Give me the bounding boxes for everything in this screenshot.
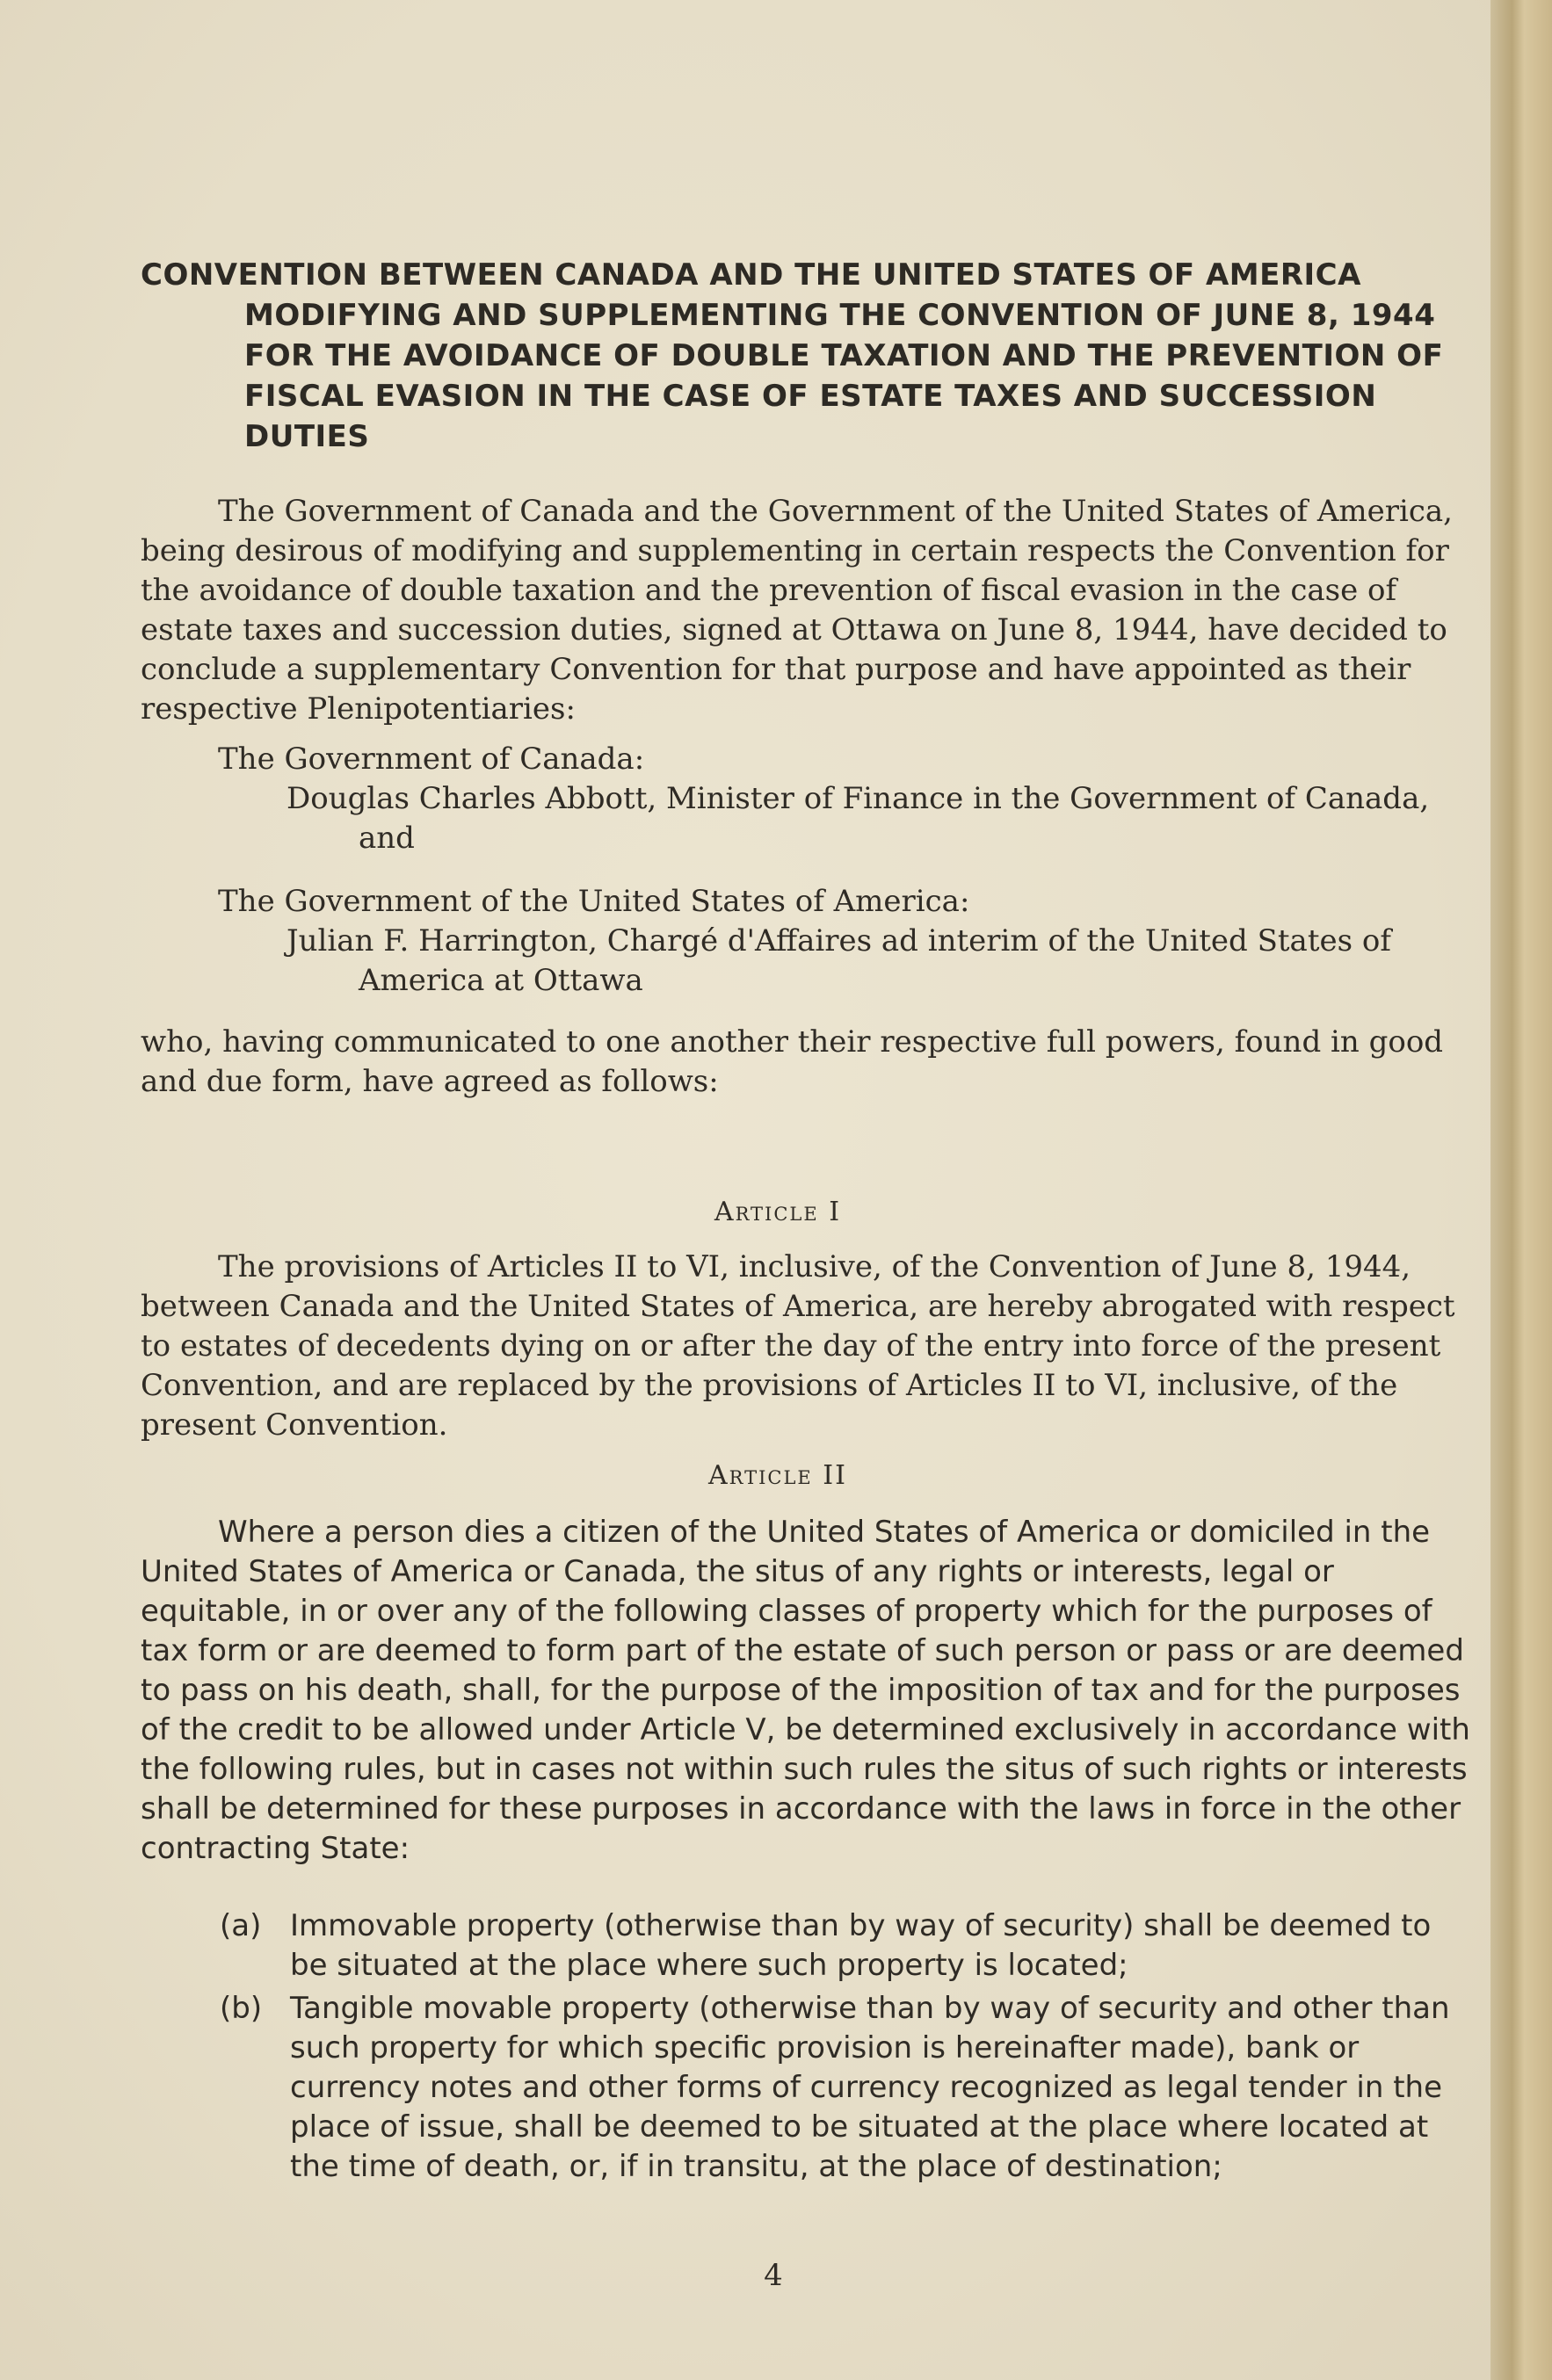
article-2-title: Article II: [708, 1460, 847, 1491]
convention-title: [141, 255, 1476, 457]
title-line-1: CONVENTION BETWEEN CANADA AND THE UNITED STATES OF AMERICA: [141, 257, 1361, 293]
book-binding-edge: [1490, 0, 1552, 2380]
party-canada: [141, 740, 1476, 858]
clause-b: [193, 1989, 1476, 2187]
preamble-paragraph: The Government of Canada and the Government of the United States of America, being desirous of modifying and supplementing in certain respects the Convention for the avoidance of double taxation and the prevention of fiscal evasion in the case of estate taxes and succession duties, signed at Ottawa on June 8, 1944, have decided to conclude a supplementary Convention for that purpose and have appointed as their respective Plenipotentiaries:: [141, 494, 1453, 727]
clause-b-marker: (b): [220, 1991, 263, 2026]
party-usa: [141, 882, 1476, 1001]
party-usa-plenipotentiary: Julian F. Harrington, Chargé d'Affaires ad interim of the United States of America at Ottawa: [286, 923, 1391, 998]
clause-a: [193, 1906, 1476, 1986]
agreement-paragraph: who, having communicated to one another their respective full powers, found in good and due form, have agreed as follows:: [141, 1024, 1444, 1099]
page-number: 4: [764, 2258, 783, 2293]
article-1-title: Article I: [714, 1197, 842, 1227]
article-2-text: Where a person dies a citizen of the United States of America or domiciled in the United States of America or Canada, the situs of any rights or interests, legal or equitable, in or over any of the following classes of property which for the purposes of tax form or are deemed to form part of the estate of such person or pass or are deemed to pass on his death, shall, for the purpose of the imposition of tax and for the purposes of the credit to be allowed under Article V, be determined exclusively in accordance with the following rules, but in cases not within such rules the situs of such rights or interests shall be determined for these purposes in accordance with the laws in force in the other contracting State:: [141, 1515, 1470, 1866]
clause-b-text: Tangible movable property (otherwise than by way of security and other than such property for which specific provision is hereinafter made), bank or currency notes and other forms of currency recognized as legal tender in the place of issue, shall be deemed to be situated at the place where located at the time of death, or, if in transitu, at the place of destination;: [290, 1991, 1450, 2184]
title-continuation: MODIFYING AND SUPPLEMENTING THE CONVENTION OF JUNE 8, 1944 FOR THE AVOIDANCE OF DOUBLE TAXATION AND THE PREVENTION OF FISCAL EVASION IN THE CASE OF ESTATE TAXES AND SUCCESSION DUTIES: [244, 298, 1444, 454]
article-1-text: The provisions of Articles II to VI, inclusive, of the Convention of June 8, 1944, between Canada and the United States of America, are hereby abrogated with respect to estates of decedents dying on or after the day of the entry into force of the present Convention, and are replaced by the provisions of Articles II to VI, inclusive, of the present Convention.: [141, 1249, 1455, 1443]
clause-a-text: Immovable property (otherwise than by way of security) shall be deemed to be situated at the place where such property is located;: [290, 1908, 1432, 1983]
party-usa-label: The Government of the United States of America:: [218, 884, 970, 919]
party-canada-plenipotentiary: Douglas Charles Abbott, Minister of Finance in the Government of Canada, and: [286, 781, 1430, 856]
party-canada-label: The Government of Canada:: [218, 741, 645, 777]
clause-a-marker: (a): [220, 1908, 262, 1943]
